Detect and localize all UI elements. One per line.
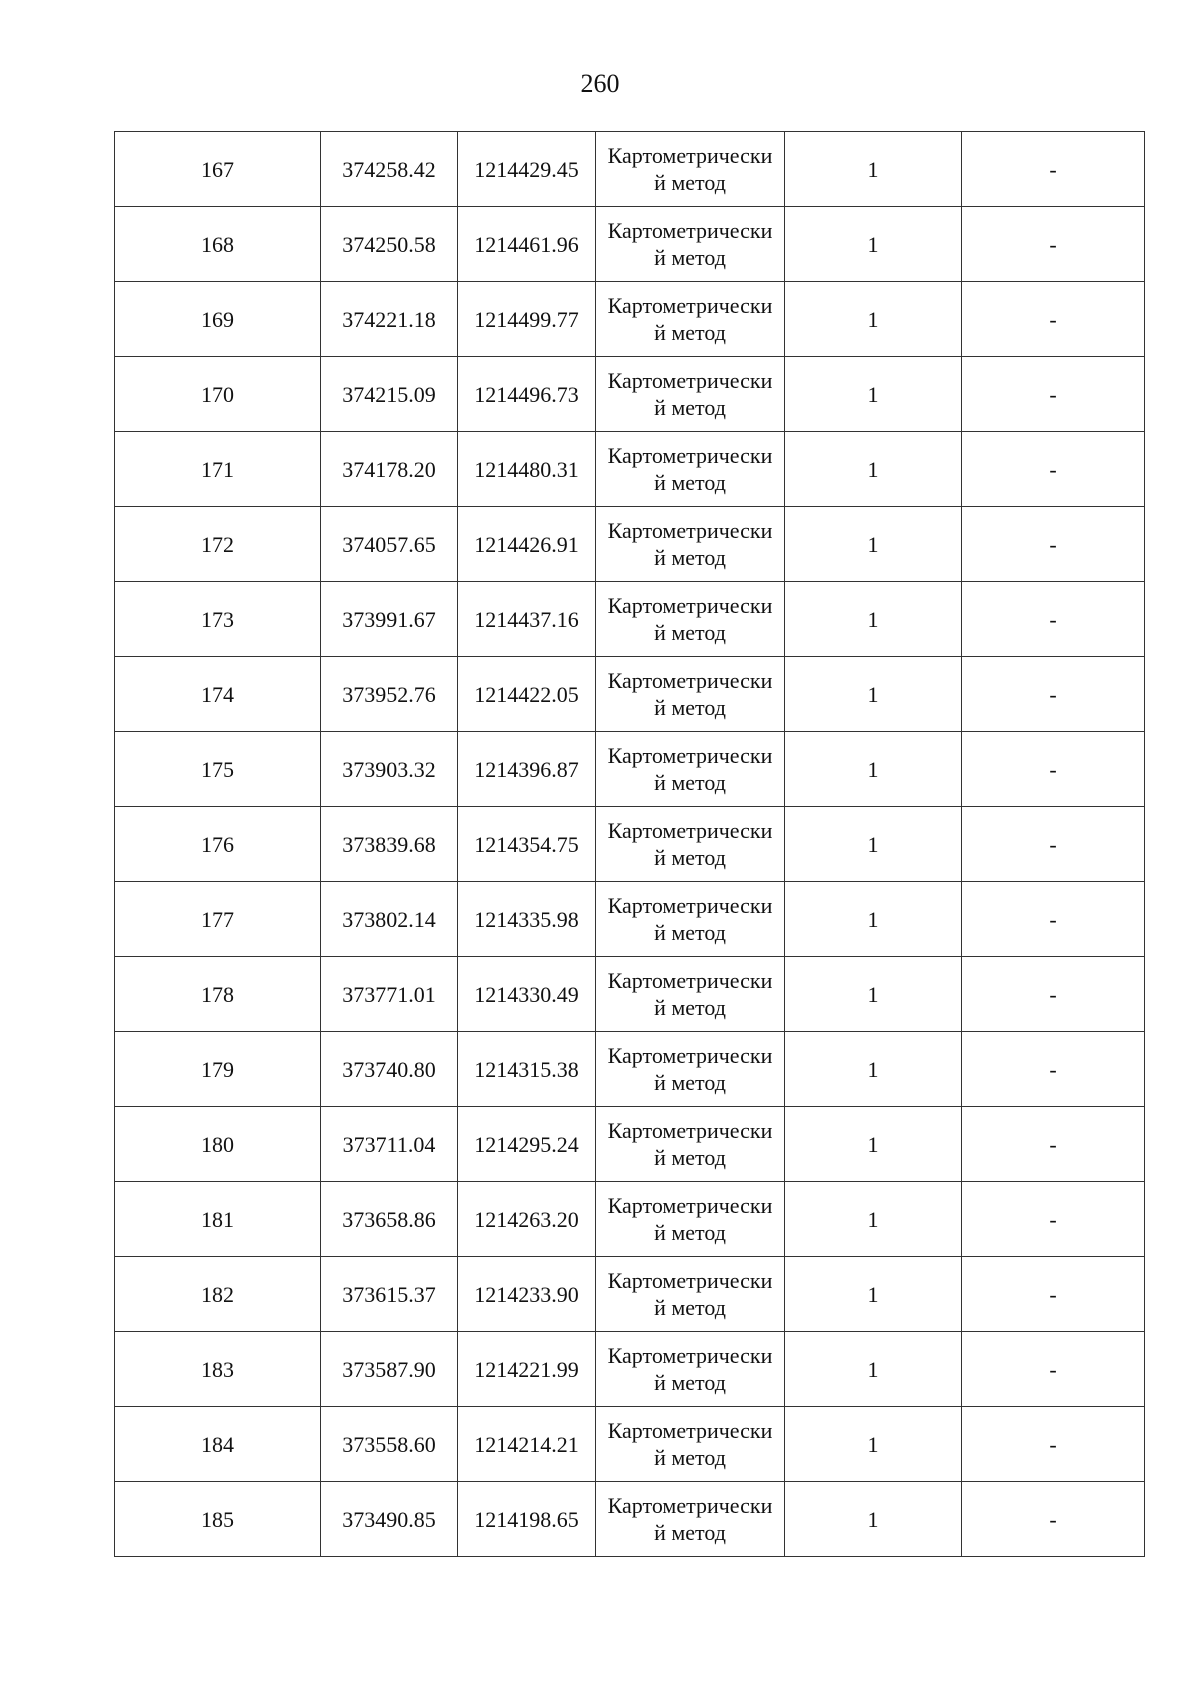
note-cell: -	[962, 1032, 1145, 1107]
y-coordinate-cell: 1214335.98	[458, 882, 596, 957]
note-cell: -	[962, 1482, 1145, 1557]
table-row	[115, 807, 1145, 882]
point-number-cell: 167	[115, 132, 321, 207]
x-coordinate-cell: 373711.04	[321, 1107, 458, 1182]
table-row	[115, 582, 1145, 657]
method-text: Картометрический метод	[607, 743, 773, 795]
point-number-cell: 177	[115, 882, 321, 957]
x-coordinate-cell: 373587.90	[321, 1332, 458, 1407]
x-coordinate-cell: 373615.37	[321, 1257, 458, 1332]
x-coordinate-cell: 373903.32	[321, 732, 458, 807]
method-text: Картометрический метод	[607, 1268, 773, 1320]
note-cell: -	[962, 207, 1145, 282]
point-number-cell: 170	[115, 357, 321, 432]
accuracy-cell: 1	[785, 1482, 962, 1557]
method-text: Картометрический метод	[607, 818, 773, 870]
y-coordinate-cell: 1214354.75	[458, 807, 596, 882]
method-text: Картометрический метод	[607, 1043, 773, 1095]
x-coordinate-cell: 373740.80	[321, 1032, 458, 1107]
table-row	[115, 1107, 1145, 1182]
note-cell: -	[962, 582, 1145, 657]
accuracy-cell: 1	[785, 1107, 962, 1182]
method-cell	[596, 1407, 785, 1482]
y-coordinate-cell: 1214496.73	[458, 357, 596, 432]
x-coordinate-cell: 373558.60	[321, 1407, 458, 1482]
table-row	[115, 507, 1145, 582]
method-text: Картометрический метод	[607, 293, 773, 345]
method-cell	[596, 882, 785, 957]
accuracy-cell: 1	[785, 207, 962, 282]
table-row	[115, 657, 1145, 732]
note-cell: -	[962, 1257, 1145, 1332]
point-number-cell: 183	[115, 1332, 321, 1407]
note-cell: -	[962, 882, 1145, 957]
accuracy-cell: 1	[785, 282, 962, 357]
table-row	[115, 357, 1145, 432]
table-row	[115, 1407, 1145, 1482]
point-number-cell: 176	[115, 807, 321, 882]
method-text: Картометрический метод	[607, 218, 773, 270]
accuracy-cell: 1	[785, 732, 962, 807]
accuracy-cell: 1	[785, 1332, 962, 1407]
coordinates-table	[114, 131, 1145, 1557]
method-cell	[596, 132, 785, 207]
table-row	[115, 732, 1145, 807]
method-text: Картометрический метод	[607, 968, 773, 1020]
point-number-cell: 181	[115, 1182, 321, 1257]
method-text: Картометрический метод	[607, 1193, 773, 1245]
note-cell: -	[962, 957, 1145, 1032]
y-coordinate-cell: 1214429.45	[458, 132, 596, 207]
y-coordinate-cell: 1214330.49	[458, 957, 596, 1032]
table-body	[115, 132, 1145, 1557]
y-coordinate-cell: 1214221.99	[458, 1332, 596, 1407]
point-number-cell: 168	[115, 207, 321, 282]
point-number-cell: 173	[115, 582, 321, 657]
table-row	[115, 132, 1145, 207]
y-coordinate-cell: 1214233.90	[458, 1257, 596, 1332]
x-coordinate-cell: 374178.20	[321, 432, 458, 507]
y-coordinate-cell: 1214396.87	[458, 732, 596, 807]
accuracy-cell: 1	[785, 582, 962, 657]
note-cell: -	[962, 1407, 1145, 1482]
accuracy-cell: 1	[785, 1407, 962, 1482]
y-coordinate-cell: 1214422.05	[458, 657, 596, 732]
method-cell	[596, 1182, 785, 1257]
method-cell	[596, 1032, 785, 1107]
method-cell	[596, 732, 785, 807]
method-cell	[596, 957, 785, 1032]
method-cell	[596, 507, 785, 582]
method-text: Картометрический метод	[607, 143, 773, 195]
method-cell	[596, 657, 785, 732]
point-number-cell: 174	[115, 657, 321, 732]
table-row	[115, 282, 1145, 357]
x-coordinate-cell: 373802.14	[321, 882, 458, 957]
y-coordinate-cell: 1214198.65	[458, 1482, 596, 1557]
x-coordinate-cell: 373658.86	[321, 1182, 458, 1257]
point-number-cell: 179	[115, 1032, 321, 1107]
method-cell	[596, 207, 785, 282]
note-cell: -	[962, 807, 1145, 882]
y-coordinate-cell: 1214426.91	[458, 507, 596, 582]
note-cell: -	[962, 1182, 1145, 1257]
accuracy-cell: 1	[785, 507, 962, 582]
note-cell: -	[962, 732, 1145, 807]
note-cell: -	[962, 357, 1145, 432]
accuracy-cell: 1	[785, 1032, 962, 1107]
x-coordinate-cell: 373490.85	[321, 1482, 458, 1557]
y-coordinate-cell: 1214437.16	[458, 582, 596, 657]
table-row	[115, 1032, 1145, 1107]
x-coordinate-cell: 374221.18	[321, 282, 458, 357]
note-cell: -	[962, 282, 1145, 357]
x-coordinate-cell: 373952.76	[321, 657, 458, 732]
accuracy-cell: 1	[785, 1182, 962, 1257]
point-number-cell: 175	[115, 732, 321, 807]
method-text: Картометрический метод	[607, 593, 773, 645]
x-coordinate-cell: 373771.01	[321, 957, 458, 1032]
method-cell	[596, 1332, 785, 1407]
y-coordinate-cell: 1214214.21	[458, 1407, 596, 1482]
x-coordinate-cell: 374258.42	[321, 132, 458, 207]
method-cell	[596, 1107, 785, 1182]
accuracy-cell: 1	[785, 1257, 962, 1332]
x-coordinate-cell: 373839.68	[321, 807, 458, 882]
method-text: Картометрический метод	[607, 1493, 773, 1545]
method-text: Картометрический метод	[607, 1343, 773, 1395]
x-coordinate-cell: 374215.09	[321, 357, 458, 432]
method-cell	[596, 582, 785, 657]
table-row	[115, 432, 1145, 507]
point-number-cell: 178	[115, 957, 321, 1032]
accuracy-cell: 1	[785, 807, 962, 882]
accuracy-cell: 1	[785, 882, 962, 957]
x-coordinate-cell: 374057.65	[321, 507, 458, 582]
point-number-cell: 169	[115, 282, 321, 357]
y-coordinate-cell: 1214263.20	[458, 1182, 596, 1257]
method-text: Картометрический метод	[607, 1118, 773, 1170]
note-cell: -	[962, 1107, 1145, 1182]
table-row	[115, 207, 1145, 282]
method-cell	[596, 807, 785, 882]
method-text: Картометрический метод	[607, 518, 773, 570]
y-coordinate-cell: 1214315.38	[458, 1032, 596, 1107]
method-text: Картометрический метод	[607, 368, 773, 420]
table-row	[115, 882, 1145, 957]
x-coordinate-cell: 373991.67	[321, 582, 458, 657]
method-cell	[596, 357, 785, 432]
method-text: Картометрический метод	[607, 893, 773, 945]
point-number-cell: 171	[115, 432, 321, 507]
note-cell: -	[962, 132, 1145, 207]
method-cell	[596, 1482, 785, 1557]
table-row	[115, 1332, 1145, 1407]
method-text: Картометрический метод	[607, 443, 773, 495]
accuracy-cell: 1	[785, 957, 962, 1032]
note-cell: -	[962, 1332, 1145, 1407]
point-number-cell: 185	[115, 1482, 321, 1557]
method-text: Картометрический метод	[607, 1418, 773, 1470]
note-cell: -	[962, 657, 1145, 732]
table-row	[115, 1182, 1145, 1257]
x-coordinate-cell: 374250.58	[321, 207, 458, 282]
table-row	[115, 957, 1145, 1032]
accuracy-cell: 1	[785, 657, 962, 732]
accuracy-cell: 1	[785, 357, 962, 432]
method-text: Картометрический метод	[607, 668, 773, 720]
accuracy-cell: 1	[785, 432, 962, 507]
point-number-cell: 184	[115, 1407, 321, 1482]
y-coordinate-cell: 1214461.96	[458, 207, 596, 282]
y-coordinate-cell: 1214295.24	[458, 1107, 596, 1182]
method-cell	[596, 1257, 785, 1332]
note-cell: -	[962, 507, 1145, 582]
point-number-cell: 172	[115, 507, 321, 582]
page-number: 260	[580, 69, 620, 98]
method-cell	[596, 432, 785, 507]
note-cell: -	[962, 432, 1145, 507]
table-row	[115, 1257, 1145, 1332]
y-coordinate-cell: 1214499.77	[458, 282, 596, 357]
table-row	[115, 1482, 1145, 1557]
accuracy-cell: 1	[785, 132, 962, 207]
point-number-cell: 182	[115, 1257, 321, 1332]
y-coordinate-cell: 1214480.31	[458, 432, 596, 507]
point-number-cell: 180	[115, 1107, 321, 1182]
method-cell	[596, 282, 785, 357]
